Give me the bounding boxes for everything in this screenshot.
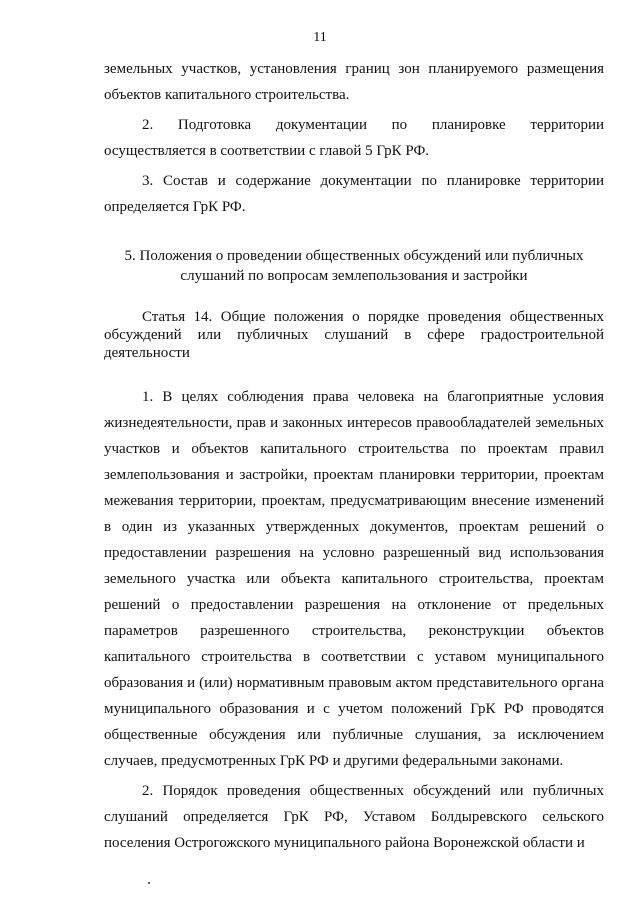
paragraph-body-2: 2. Порядок проведения общественных обсуждений или публичных слушаний определяется ГрК РФ, Уставом Болдыревского сельского поселения Острогожского муниципального района Воронежской области и xyxy=(104,783,604,851)
section-heading: 5. Положения о проведении общественных обсуждений или публичных слушаний по вопросам землепользования и застройки xyxy=(124,248,584,284)
document-content xyxy=(104,56,604,856)
page-number: 11 xyxy=(313,30,327,45)
paragraph-item-3: 3. Состав и содержание документации по планировке территории определяется ГрК РФ. xyxy=(104,173,604,215)
paragraph-body-1: 1. В целях соблюдения права человека на благоприятные условия жизнедеятельности, прав и законных интересов правообладателей земельных участков и объектов капитального строительства по проектам правил землепользования и застройки, проектам планировки территории, проектам межевания территории, проектам, предусматривающим внесение изменений в один из указанных утвержденных документов, проектам решений о предоставлении разрешения на условно разрешенный вид использования земельного участка или объекта капитального строительства, проектам решений о предоставлении разрешения на отклонение от предельных параметров разрешенного строительства, реконструкции объектов капитального строительства в соответствии с уставом муниципального образования и (или) нормативным правовым актом представительного органа муниципального образования и с учетом положений ГрК РФ проводятся общественные обсуждения или публичные слушания, за исключением случаев, предусмотренных ГрК РФ и другими федеральными законами. xyxy=(104,389,604,769)
article-heading: Статья 14. Общие положения о порядке проведения общественных обсуждений или публичных слушаний в сфере градостроительной деятельности xyxy=(104,309,604,361)
paragraph-continuation: земельных участков, установления границ зон планируемого размещения объектов капитального строительства. xyxy=(104,61,604,103)
scan-speck xyxy=(148,882,150,884)
paragraph-item-2: 2. Подготовка документации по планировке территории осуществляется в соответствии с главой 5 ГрК РФ. xyxy=(104,117,604,159)
